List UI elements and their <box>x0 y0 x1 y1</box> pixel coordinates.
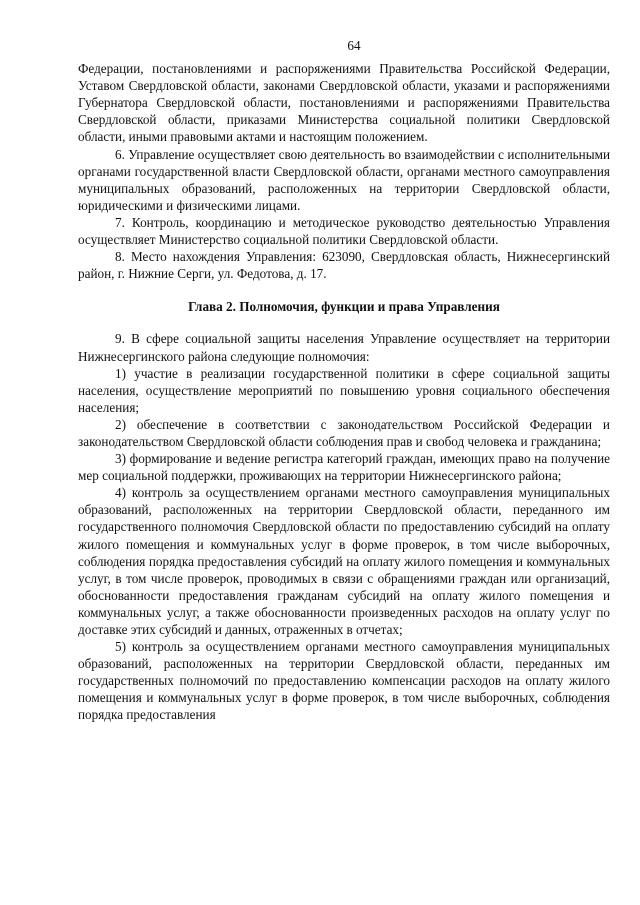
paragraph: Федерации, постановлениями и распоряжениями Правительства Российской Федерации, Уставом Свердловской области, законами Свердловской области, указами и распоряжениями Губернатора Свердловской области, постановлениями и распоряжениями Правительства Свердловской области, приказами Министерства социальной политики Свердловской области, иными правовыми актами и настоящим положением. <box>78 61 610 145</box>
paragraph: 9. В сфере социальной защиты населения Управление осуществляет на территории Нижнесергинского района следующие полномочия: <box>78 331 610 364</box>
section-top <box>78 60 610 282</box>
chapter-heading: Глава 2. Полномочия, функции и права Управления <box>188 299 500 315</box>
paragraph: 7. Контроль, координацию и методическое руководство деятельностью Управления осуществляет Министерство социальной политики Свердловской области. <box>78 214 610 248</box>
page-number: 64 <box>347 38 361 53</box>
list-item: 1) участие в реализации государственной политики в сфере социальной защиты населения, осуществление мероприятий по повышению уровня социального обеспечения населения; <box>78 365 610 415</box>
paragraph: 6. Управление осуществляет свою деятельность во взаимодействии с исполнительными органами государственной власти Свердловской области, органами местного самоуправления муниципальных образований, расположенных на территории Свердловской области, юридическими и физическими лицами. <box>78 146 610 213</box>
list-item: 3) формирование и ведение регистра категорий граждан, имеющих право на получение мер социальной поддержки, проживающих на территории Нижнесергинского района; <box>78 451 610 484</box>
list-item: 4) контроль за осуществлением органами местного самоуправления муниципальных образований, расположенных на территории Свердловской области, переданного им государственного полномочия Свердловской области по предоставлению субсидий на оплату жилого помещения и коммунальных услуг в форме проверок, в том числе выборочных, соблюдения порядка предоставления субсидий на оплату жилого помещения и коммунальных услуг, в том числе проверок, проводимых в связи с обращениями граждан или организаций, обоснованности предоставления гражданам субсидий на оплату жилого помещения и коммунальных услуг, а также обоснованности произведенных расходов на оплату услуг по доставке этих субсидий и данных, отраженных в отчетах; <box>78 485 610 637</box>
section-bottom <box>78 330 610 723</box>
paragraph: 8. Место нахождения Управления: 623090, Свердловская область, Нижнесергинский район, г. Нижние Серги, ул. Федотова, д. 17. <box>78 249 610 282</box>
list-item: 2) обеспечение в соответствии с законодательством Российской Федерации и законодательством Свердловской области соблюдения прав и свобод человека и гражданина; <box>78 416 610 449</box>
document-page <box>78 37 610 724</box>
list-item: 5) контроль за осуществлением органами местного самоуправления муниципальных образований, расположенных на территории Свердловской области, переданных им государственных полномочий по предоставлению компенсации расходов на оплату жилого помещения и коммунальных услуг в форме проверок, в том числе выборочных, соблюдения порядка предоставления <box>78 639 610 723</box>
